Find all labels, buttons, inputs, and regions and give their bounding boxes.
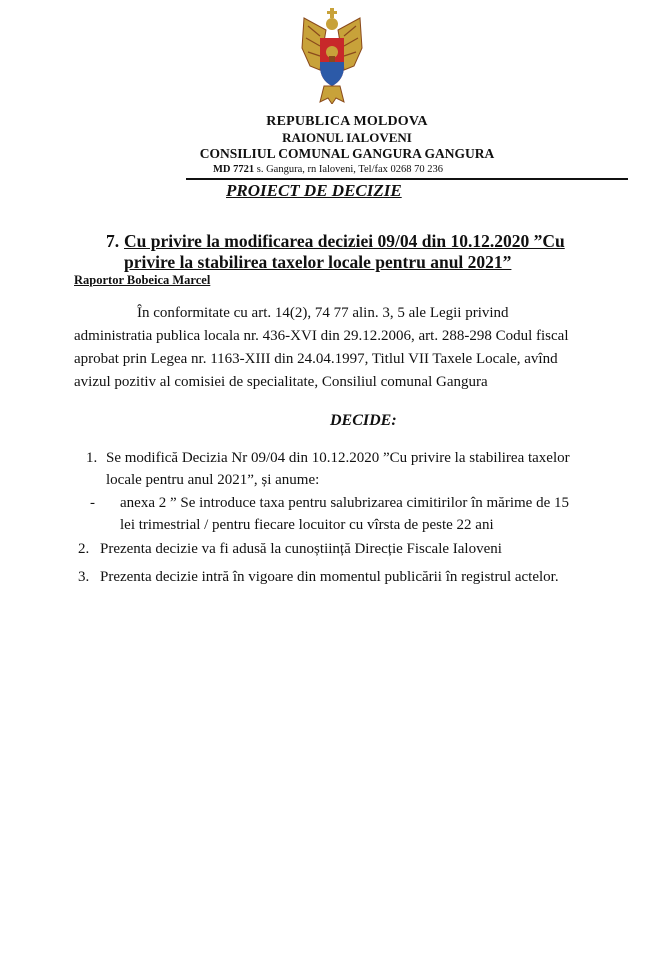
list-item-number: 3. (78, 569, 90, 585)
list-item-text: Prezenta decizie va fi adusă la cunoștiință Direcție Fiscale Ialoveni (100, 541, 502, 557)
address-details: s. Gangura, rn Ialoveni, Tel/fax 0268 70 236 (256, 164, 444, 175)
list-item-text: anexa 2 ” Se introduce taxa pentru salubrizarea cimitirilor în mărime de 15 (120, 495, 569, 511)
decision-title-line-2: privire la stabilirea taxelor locale pentru anul 2021” (124, 252, 512, 272)
rapporteur: Raportor Bobeica Marcel (74, 273, 211, 287)
document-heading: PROIECT DE DECIZIE (226, 181, 402, 200)
preamble-line-2: administratia publica locala nr. 436-XVI din 29.12.2006, art. 288-298 Codul fiscal (74, 328, 569, 344)
council-address (213, 164, 443, 175)
council-name: CONSILIUL COMUNAL GANGURA GANGURA (199, 146, 495, 161)
list-item-text: Prezenta decizie intră în vigoare din momentul publicării în registrul actelor. (100, 569, 559, 585)
header-divider (186, 178, 628, 180)
list-item-text: Se modifică Decizia Nr 09/04 din 10.12.2020 ”Cu privire la stabilirea taxelor (106, 450, 570, 466)
decide-label: DECIDE: (330, 412, 397, 429)
district-name: RAIONUL IALOVENI (282, 130, 412, 145)
list-item-bullet: - (90, 495, 95, 511)
decision-title-line-1: Cu privire la modificarea deciziei 09/04 din 10.12.2020 ”Cu (124, 231, 565, 251)
address-postal-code: MD 7721 (213, 164, 255, 175)
list-item-number: 2. (78, 541, 90, 557)
preamble-line-4: avizul pozitiv al comisiei de specialitate, Consiliul comunal Gangura (74, 374, 488, 390)
country-name: REPUBLICA MOLDOVA (266, 114, 428, 129)
coat-of-arms-emblem (300, 8, 364, 104)
preamble-line-3: aprobat prin Legea nr. 1163-XIII din 24.04.1997, Titlul VII Taxele Locale, avînd (74, 351, 558, 367)
item-number: 7. (106, 231, 120, 251)
list-item-number: 1. (86, 450, 98, 466)
list-item-text: locale pentru anul 2021”, și anume: (106, 472, 320, 488)
list-item-text: lei trimestrial / pentru fiecare locuitor cu vîrsta de peste 22 ani (120, 517, 494, 533)
preamble-line-1: În conformitate cu art. 14(2), 74 77 alin. 3, 5 ale Legii privind (137, 305, 509, 321)
